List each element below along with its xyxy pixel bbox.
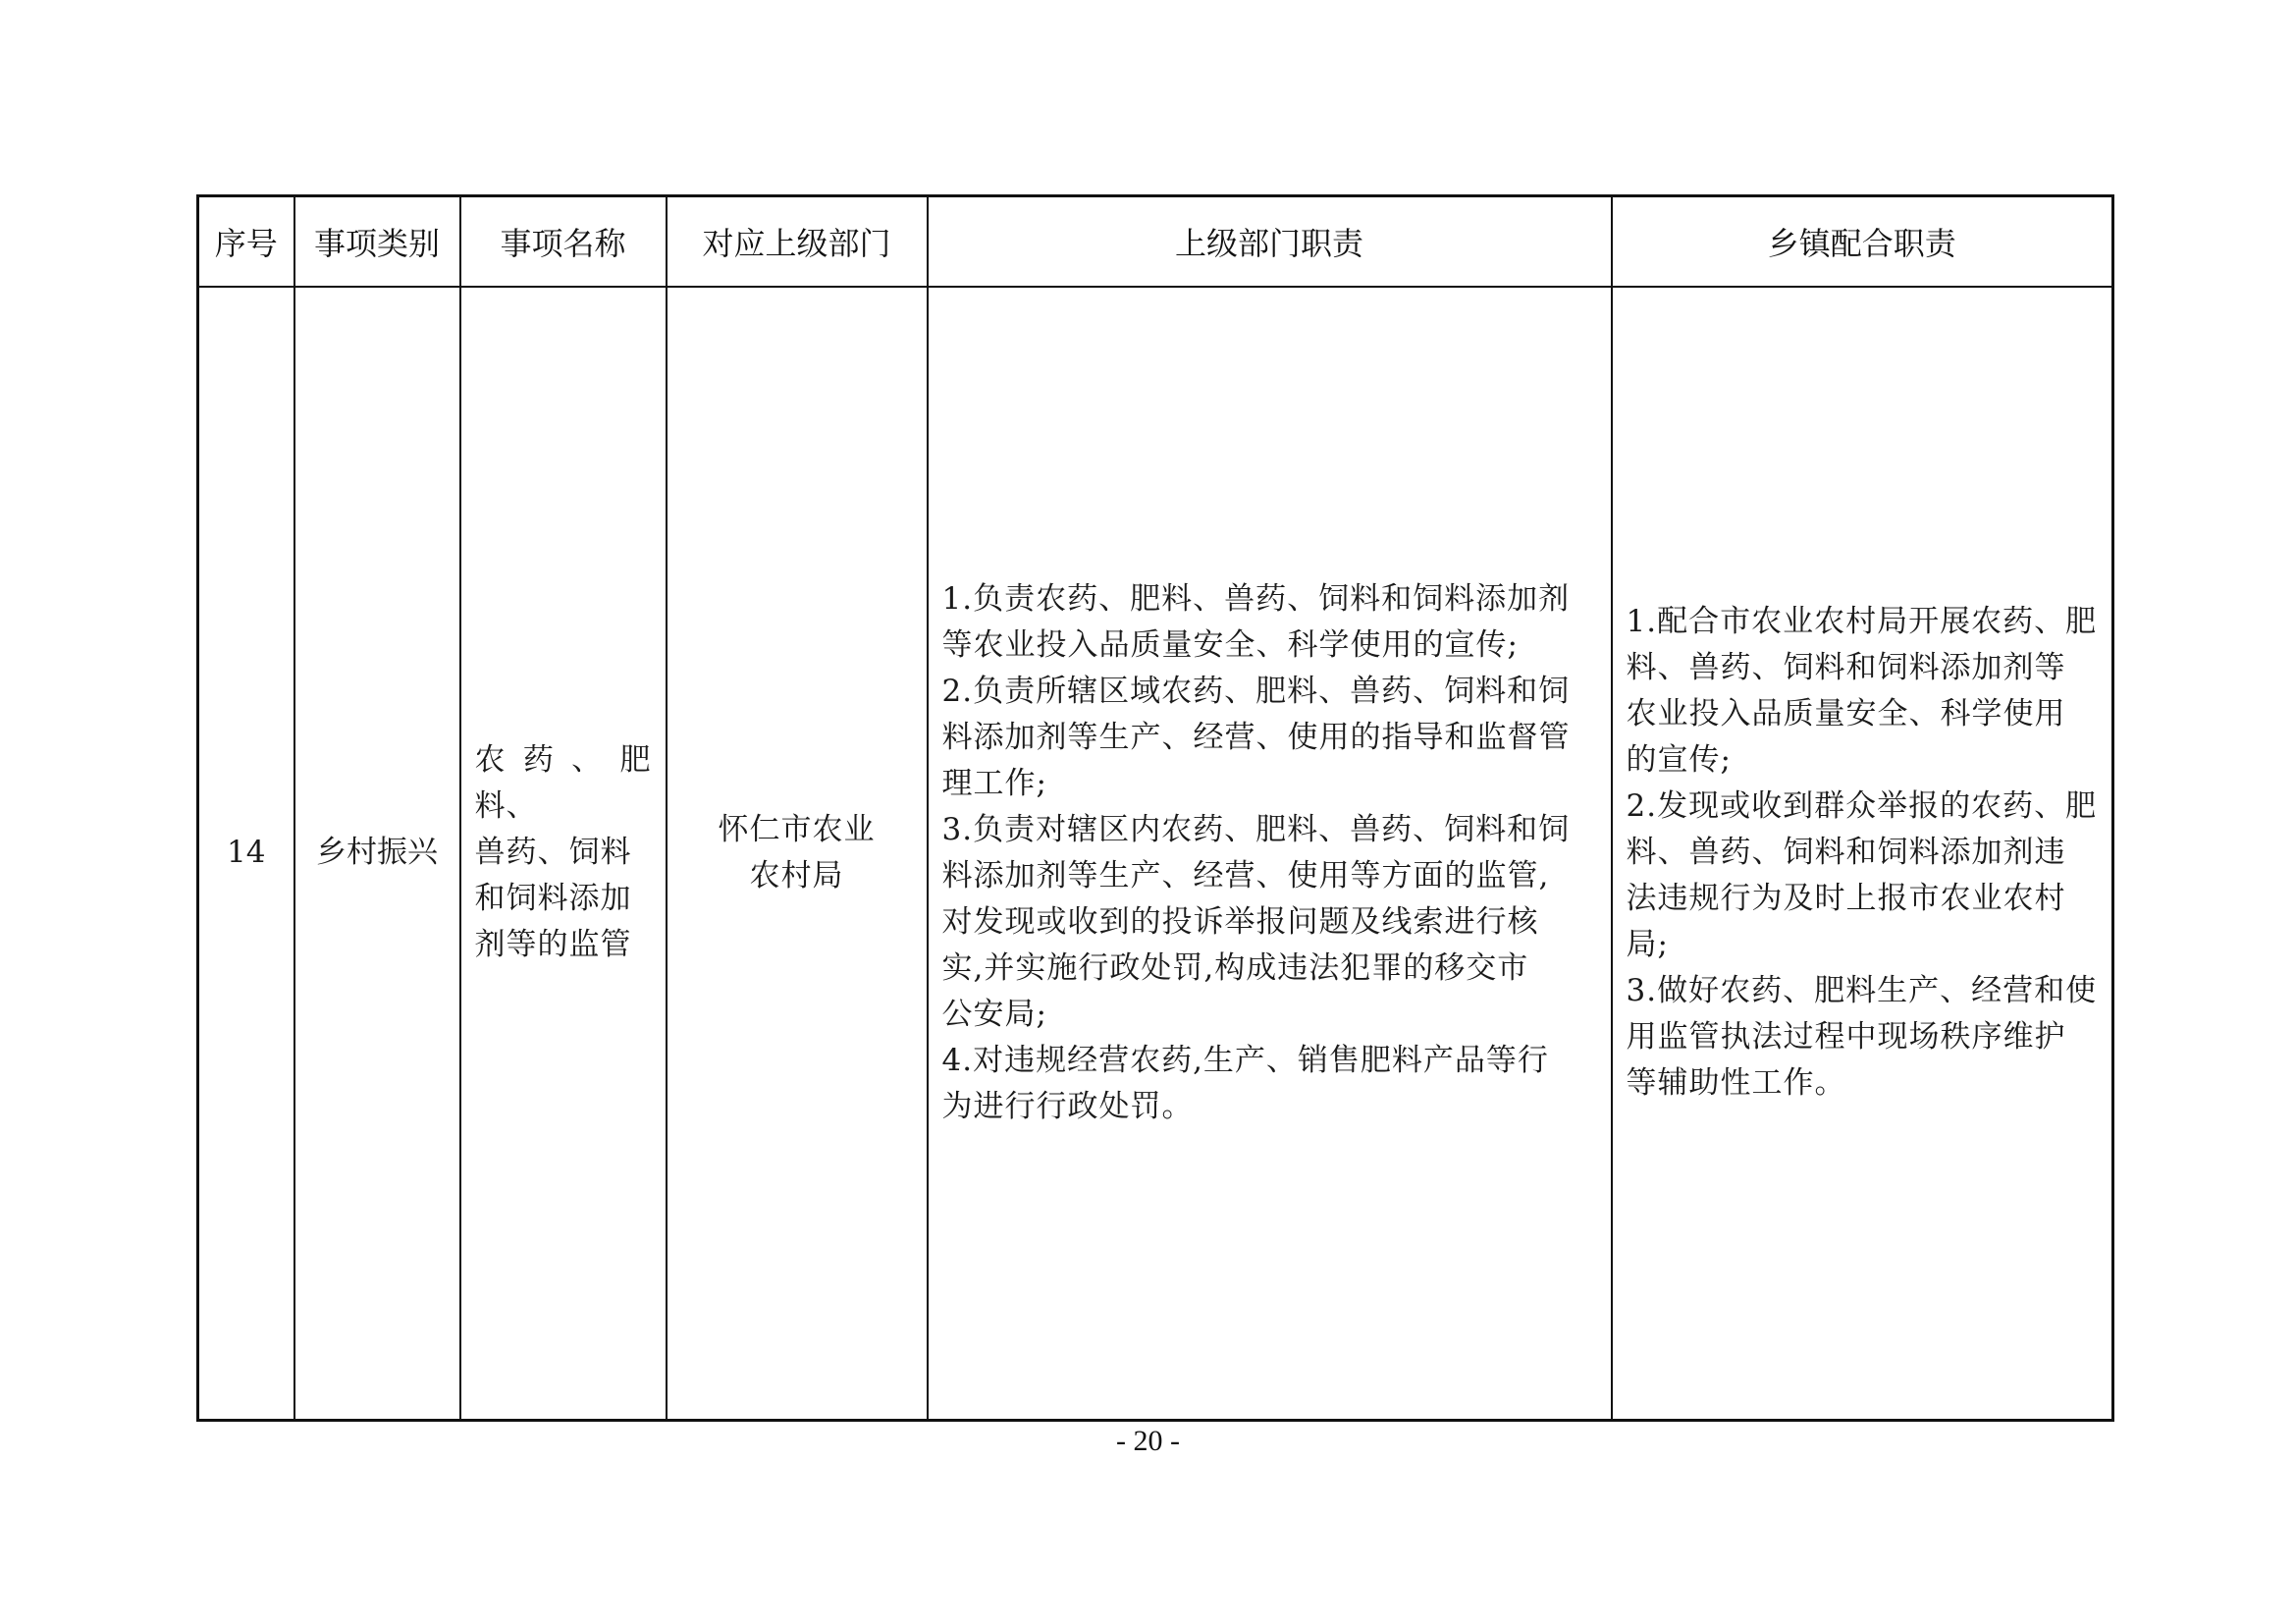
header-department: 对应上级部门 [667,196,928,287]
row-township-duties [1612,287,2113,1421]
township-duty-line: 用监管执法过程中现场秩序维护 [1626,1019,2066,1056]
row-index: 14 [198,287,294,1421]
upper-duty-line: 4.对违规经营农药,生产、销售肥料产品等行 [941,1042,1549,1078]
upper-duty-line: 理工作; [941,765,1047,801]
department-line: 农村局 [749,857,844,893]
row-category: 乡村振兴 [294,287,460,1421]
row-upper-duties [928,287,1612,1421]
upper-duty-line: 3.负责对辖区内农药、肥料、兽药、饲料和饲 [941,811,1571,847]
upper-duty-line: 料添加剂等生产、经营、使用等方面的监管, [941,857,1550,893]
duty-table [196,194,2114,1422]
table-row [198,287,2113,1421]
table-header-row [198,196,2113,287]
upper-duty-line: 实,并实施行政处罚,构成违法犯罪的移交市 [941,949,1529,986]
page-number: - 20 - [1116,1425,1180,1457]
department-line: 怀仁市农业 [718,811,876,847]
upper-duty-line: 等农业投入品质量安全、科学使用的宣传; [941,626,1519,663]
header-index: 序号 [198,196,294,287]
upper-duty-line: 为进行行政处罚。 [941,1088,1194,1124]
row-item-name [460,287,667,1421]
item-name-line: 和饲料添加 [474,881,632,917]
township-duty-line: 1.配合市农业农村局开展农药、肥 [1626,604,2098,640]
township-duty-line: 的宣传; [1626,742,1732,779]
item-name-line: 农药、肥料、 [474,742,652,825]
township-duty-line: 3.做好农药、肥料生产、经营和使 [1626,973,2098,1009]
header-item-name: 事项名称 [460,196,667,287]
township-duty-line: 法违规行为及时上报市农业农村 [1626,881,2066,917]
header-upper-duties: 上级部门职责 [928,196,1612,287]
township-duty-line: 局; [1626,927,1669,963]
item-name-line: 兽药、饲料 [474,835,632,871]
header-township-duties: 乡镇配合职责 [1612,196,2113,287]
upper-duty-line: 对发现或收到的投诉举报问题及线索进行核 [941,903,1539,940]
upper-duty-line: 公安局; [941,996,1047,1032]
township-duty-line: 农业投入品质量安全、科学使用 [1626,696,2066,732]
township-duty-line: 等辅助性工作。 [1626,1065,1846,1102]
item-name-line: 剂等的监管 [474,927,632,963]
upper-duty-line: 2.负责所辖区域农药、肥料、兽药、饲料和饲 [941,673,1571,709]
header-category: 事项类别 [294,196,460,287]
upper-duty-line: 料添加剂等生产、经营、使用的指导和监督管 [941,719,1571,755]
township-duty-line: 料、兽药、饲料和饲料添加剂违 [1626,835,2066,871]
township-duty-line: 2.发现或收到群众举报的农药、肥 [1626,788,2098,825]
upper-duty-line: 1.负责农药、肥料、兽药、饲料和饲料添加剂 [941,580,1571,617]
township-duty-line: 料、兽药、饲料和饲料添加剂等 [1626,650,2066,686]
row-department [667,287,928,1421]
